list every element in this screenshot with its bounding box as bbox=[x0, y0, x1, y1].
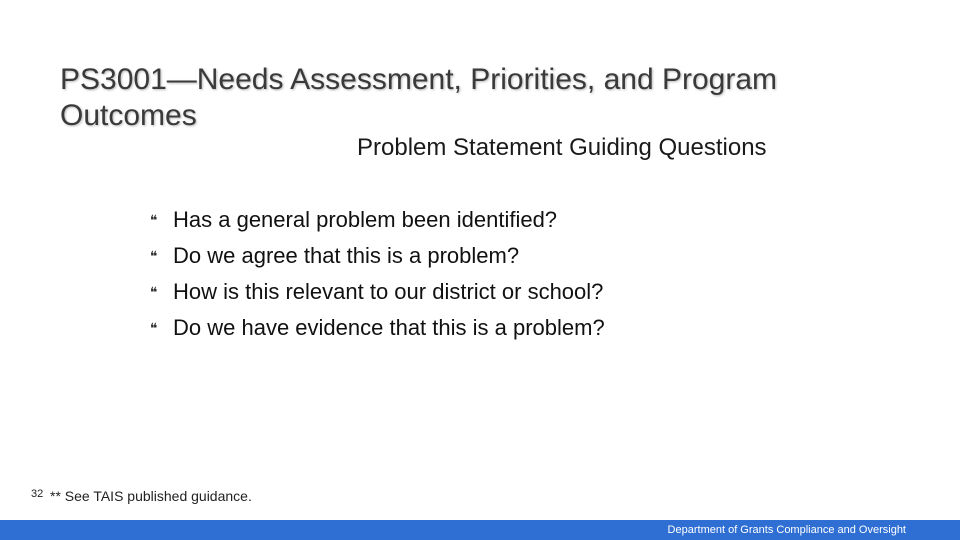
footer-organization: Department of Grants Compliance and Oversight bbox=[667, 524, 906, 536]
bullet-item bbox=[150, 238, 850, 274]
double-quote-bullet-icon: ❝ bbox=[150, 212, 158, 228]
slide-title: PS3001—Needs Assessment, Priorities, and Program Outcomes bbox=[60, 63, 777, 132]
bullet-text: Has a general problem been identified? bbox=[173, 207, 558, 232]
bullet-list bbox=[150, 202, 850, 346]
double-quote-bullet-icon: ❝ bbox=[150, 320, 158, 336]
bullet-text: How is this relevant to our district or school? bbox=[173, 279, 604, 304]
bullet-item bbox=[150, 310, 850, 346]
slide-subtitle: Problem Statement Guiding Questions bbox=[357, 134, 767, 161]
footer-bar bbox=[0, 520, 960, 540]
bullet-item bbox=[150, 202, 850, 238]
footnote: ** See TAIS published guidance. bbox=[50, 488, 252, 504]
slide-number: 32 bbox=[31, 488, 44, 500]
bullet-item bbox=[150, 274, 850, 310]
double-quote-bullet-icon: ❝ bbox=[150, 284, 158, 300]
bullet-text: Do we agree that this is a problem? bbox=[173, 243, 520, 268]
double-quote-bullet-icon: ❝ bbox=[150, 248, 158, 264]
bullet-text: Do we have evidence that this is a problem? bbox=[173, 315, 605, 340]
